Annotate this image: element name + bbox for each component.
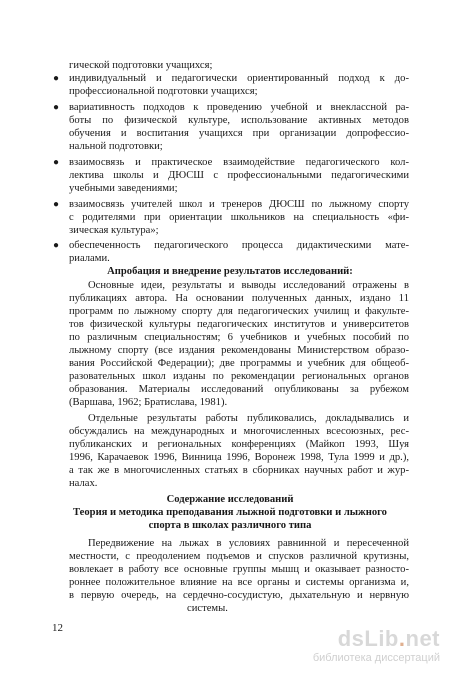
list-item-line: боты по физической культуре, использование активных методов (69, 115, 409, 126)
paragraph-line: вания Российской Федерации); две программы и учебник для общеоб- (69, 358, 409, 369)
paragraph-line: по различным специальностям; 6 учебников и учебных пособий по (69, 332, 409, 343)
paragraph-line: образования. Материалы исследований опубликованы за рубежом (69, 384, 409, 395)
list-item-line: обучения и воспитания учащихся при организации допрофессио- (69, 128, 409, 139)
watermark-logo: dsLib.net (337, 626, 440, 651)
paragraph-line: вовлекает в работу все основные группы мышц и оказывает разносто- (69, 564, 409, 575)
paragraph-line: (Варшава, 1962; Братислава, 1981). (69, 397, 228, 408)
section-heading: Апробация и внедрение результатов исследований: (107, 266, 353, 277)
bullet-marker: ● (53, 73, 60, 84)
list-item-line: вариативность подходов к проведению учебной и внеклассной ра- (69, 102, 409, 113)
list-item-line: зическая культура»; (69, 225, 159, 236)
paragraph-line: 1996, Карачаевок 1996, Винница 1996, Воронеж 1998, Тула 1999 и др.), (69, 452, 409, 463)
paragraph-line: местности, с преодолением подъемов и спусков различной крутизны, (69, 551, 409, 562)
paragraph-line: налах. (69, 478, 98, 489)
paragraph-line: лыжному спорту (все издания рекомендованы Министерством образо- (69, 345, 409, 356)
paragraph-line: в первую очередь, на сердечно-сосудистую, дыхательную и нервную (69, 590, 409, 601)
paragraph-line: роннее положительное влияние на все органы и системы организма и, (69, 577, 409, 588)
bullet-marker: ● (53, 157, 60, 168)
list-item-line: нальной подготовки; (69, 141, 163, 152)
watermark-subtitle: библиотека диссертаций (312, 652, 440, 664)
paragraph-line: Основные идеи, результаты и выводы исследований отражены в (88, 280, 409, 291)
page-number: 12 (52, 622, 63, 634)
paragraph-line: разовательных школ изданы по рекомендации региональных органов (69, 371, 409, 382)
paragraph-line: программ по лыжному спорту для педагогических училищ и факульте- (69, 306, 409, 317)
section-subheading: Теория и методика преподавания лыжной подготовки и лыжного (73, 507, 387, 518)
list-item-line: взаимосвязь учителей школ и тренеров ДЮСШ по лыжному спорту (69, 199, 409, 210)
bullet-marker: ● (53, 102, 60, 113)
list-continuation: гической подготовки учащихся; (69, 60, 213, 71)
list-item-line: учебными заведениями; (69, 183, 178, 194)
paragraph-line: тов физической культуры педагогических институтов и университетов (69, 319, 409, 330)
paragraph-line: системы. (187, 603, 228, 614)
watermark (313, 627, 440, 665)
list-item-line: индивидуальный и педагогически ориентированный подход к до- (69, 73, 409, 84)
list-item-line: с родителями при ориентации школьников на специальность «фи- (69, 212, 409, 223)
paragraph-line: публиканских и региональных конференциях (Майкоп 1993, Шуя (69, 439, 409, 450)
paragraph-line: публикациях автора. На основании полученных данных, издано 11 (69, 293, 409, 304)
section-heading: Содержание исследований (166, 494, 294, 505)
section-subheading: спорта в школах различного типа (148, 520, 312, 531)
bullet-marker: ● (53, 240, 60, 251)
list-item-line: лектива школы и ДЮСШ с профессиональными педагогическими (69, 170, 409, 181)
paragraph-line: Отдельные результаты работы публиковались, докладывались и (88, 413, 409, 424)
list-item-line: взаимосвязь и практическое взаимодействие педагогического кол- (69, 157, 409, 168)
list-item-line: обеспеченность педагогического процесса дидактическими мате- (69, 240, 409, 251)
list-item-line: профессиональной подготовки учащихся; (69, 86, 258, 97)
paragraph-line: обсуждались на международных и многочисленных всесоюзных, рес- (69, 426, 409, 437)
paragraph-line: а так же в многочисленных статьях в сборниках научных работ и жур- (69, 465, 409, 476)
paragraph-line: Передвижение на лыжах в условиях равнинной и пересеченной (88, 538, 409, 549)
list-item-line: риалами. (69, 253, 110, 264)
bullet-marker: ● (53, 199, 60, 210)
